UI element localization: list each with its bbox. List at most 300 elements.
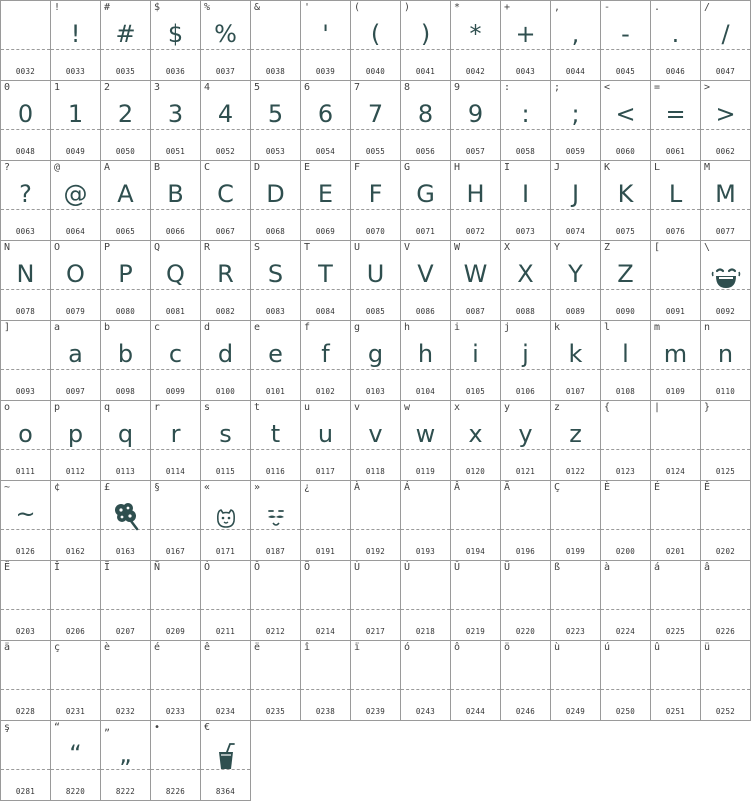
glyph-cell — [151, 241, 201, 321]
baseline-guide — [451, 129, 500, 130]
baseline-guide — [551, 289, 600, 290]
glyph-cell — [401, 241, 451, 321]
glyph-code: 0232 — [115, 707, 136, 716]
glyph-cell — [251, 1, 301, 81]
glyph-sample: K — [617, 180, 634, 208]
glyph-code: 0097 — [65, 387, 86, 396]
glyph-sample: p — [67, 420, 84, 448]
glyph-code: 0191 — [315, 547, 336, 556]
glyph-char-label: m — [654, 322, 661, 333]
glyph-code: 0252 — [715, 707, 736, 716]
glyph-char-label: Á — [404, 482, 411, 493]
glyph-cell — [251, 241, 301, 321]
glyph-code: 0226 — [715, 627, 736, 636]
glyph-sample: ! — [70, 20, 81, 48]
glyph-cell — [201, 81, 251, 161]
baseline-guide — [501, 209, 550, 210]
baseline-guide — [651, 49, 700, 50]
baseline-guide — [1, 289, 50, 290]
glyph-cell — [251, 481, 301, 561]
baseline-guide — [151, 369, 200, 370]
glyph-char-label: C — [204, 162, 211, 173]
glyph-code: 0072 — [465, 227, 486, 236]
baseline-guide — [701, 209, 750, 210]
glyph-sample: v — [368, 420, 383, 448]
glyph-char-label: ô — [454, 642, 461, 653]
glyph-char-label: S — [254, 242, 261, 253]
baseline-guide — [401, 609, 450, 610]
glyph-cell — [601, 481, 651, 561]
glyph-char-label: » — [254, 482, 261, 493]
glyph-code: 0093 — [15, 387, 36, 396]
glyph-cell — [1, 241, 51, 321]
glyph-sample: „ — [119, 740, 132, 768]
baseline-guide — [51, 689, 100, 690]
glyph-cell — [51, 1, 101, 81]
glyph-char-label: € — [204, 722, 211, 733]
glyph-char-label: : — [504, 82, 511, 93]
glyph-char-label: ù — [554, 642, 561, 653]
glyph-cell — [501, 481, 551, 561]
glyph-code: 0082 — [215, 307, 236, 316]
glyph-char-label: / — [704, 2, 711, 13]
glyph-code: 0040 — [365, 67, 386, 76]
glyph-code: 0035 — [115, 67, 136, 76]
glyph-code: 0200 — [615, 547, 636, 556]
glyph-sample: N — [16, 260, 35, 288]
glyph-sample: Q — [166, 260, 185, 288]
glyph-code: 0201 — [665, 547, 686, 556]
glyph-char-label: ] — [4, 322, 11, 333]
glyph-cell — [401, 1, 451, 81]
glyph-code: 0047 — [715, 67, 736, 76]
glyph-char-label: ê — [204, 642, 211, 653]
baseline-guide — [301, 449, 350, 450]
baseline-guide — [551, 609, 600, 610]
glyph-cell — [351, 641, 401, 721]
glyph-sample: @ — [63, 180, 88, 208]
glyph-code: 0071 — [415, 227, 436, 236]
glyph-cell — [351, 321, 401, 401]
baseline-guide — [351, 49, 400, 50]
baseline-guide — [551, 129, 600, 130]
glyph-cell — [101, 561, 151, 641]
glyph-char-label: È — [604, 482, 611, 493]
baseline-guide — [451, 289, 500, 290]
glyph-code: 0074 — [565, 227, 586, 236]
glyph-code: 0109 — [665, 387, 686, 396]
glyph-cell — [701, 241, 751, 321]
glyph-char-label: ; — [554, 82, 561, 93]
glyph-code: 0036 — [165, 67, 186, 76]
glyph-char-label: ß — [554, 562, 561, 573]
baseline-guide — [201, 689, 250, 690]
glyph-code: 0084 — [315, 307, 336, 316]
glyph-char-label: | — [654, 402, 661, 413]
baseline-guide — [651, 529, 700, 530]
glyph-char-label: ( — [354, 2, 361, 13]
glyph-code: 0108 — [615, 387, 636, 396]
baseline-guide — [401, 529, 450, 530]
glyph-sample: d — [217, 340, 234, 368]
baseline-guide — [301, 209, 350, 210]
glyph-code: 0038 — [265, 67, 286, 76]
baseline-guide — [451, 209, 500, 210]
glyph-code: 0126 — [15, 547, 36, 556]
glyph-code: 0079 — [65, 307, 86, 316]
glyph-char-label: 7 — [354, 82, 361, 93]
glyph-char-label: 8 — [404, 82, 411, 93]
glyph-code: 0246 — [515, 707, 536, 716]
glyph-sample: 1 — [67, 100, 84, 128]
glyph-sample: : — [521, 100, 530, 128]
glyph-char-label: 4 — [204, 82, 211, 93]
baseline-guide — [101, 49, 150, 50]
glyph-char-label: H — [454, 162, 461, 173]
glyph-code: 0049 — [65, 147, 86, 156]
glyph-cell — [151, 561, 201, 641]
glyph-sample: ' — [322, 20, 329, 48]
glyph-char-label: j — [504, 322, 511, 333]
glyph-sample: B — [167, 180, 184, 208]
glyph-cell — [601, 321, 651, 401]
glyph-sample: = — [665, 100, 686, 128]
glyph-code: 0048 — [15, 147, 36, 156]
baseline-guide — [251, 609, 300, 610]
baseline-guide — [151, 689, 200, 690]
glyph-char-label: p — [54, 402, 61, 413]
glyph-cell — [301, 161, 351, 241]
glyph-cell — [701, 401, 751, 481]
baseline-guide — [501, 289, 550, 290]
glyph-char-label: Î — [54, 562, 61, 573]
baseline-guide — [1, 529, 50, 530]
baseline-guide — [401, 289, 450, 290]
glyph-code: 0124 — [665, 467, 686, 476]
glyph-char-label: e — [254, 322, 261, 333]
glyph-char-label: £ — [104, 482, 111, 493]
glyph-sample: > — [715, 100, 736, 128]
glyph-cell — [501, 321, 551, 401]
glyph-char-label: K — [604, 162, 611, 173]
glyph-sample: D — [266, 180, 285, 208]
baseline-guide — [551, 529, 600, 530]
glyph-code: 0187 — [265, 547, 286, 556]
baseline-guide — [101, 209, 150, 210]
glyph-code: 0244 — [465, 707, 486, 716]
baseline-guide — [301, 129, 350, 130]
glyph-sample: , — [571, 20, 580, 48]
glyph-sample: H — [466, 180, 485, 208]
glyph-sample: w — [415, 420, 436, 448]
baseline-guide — [601, 369, 650, 370]
glyph-sample: j — [522, 340, 529, 368]
glyph-cell — [51, 161, 101, 241]
glyph-code: 0217 — [365, 627, 386, 636]
glyph-code: 0234 — [215, 707, 236, 716]
baseline-guide — [451, 49, 500, 50]
glyph-code: 0058 — [515, 147, 536, 156]
baseline-guide — [201, 609, 250, 610]
glyph-cell — [1, 81, 51, 161]
glyph-char-label: ! — [54, 2, 61, 13]
glyph-cell — [251, 321, 301, 401]
baseline-guide — [51, 369, 100, 370]
glyph-char-label: û — [654, 642, 661, 653]
glyph-sample: “ — [69, 740, 82, 768]
glyph-code: 0085 — [365, 307, 386, 316]
glyph-cell — [601, 241, 651, 321]
glyph-char-label: , — [554, 2, 561, 13]
glyph-cell — [701, 321, 751, 401]
baseline-guide — [1, 129, 50, 130]
glyph-cell — [51, 561, 101, 641]
baseline-guide — [451, 449, 500, 450]
glyph-char-label: r — [154, 402, 161, 413]
glyph-code: 0070 — [365, 227, 386, 236]
baseline-guide — [151, 49, 200, 50]
baseline-guide — [51, 529, 100, 530]
glyph-code: 0076 — [665, 227, 686, 236]
glyph-sample: J — [571, 180, 580, 208]
glyph-sample: b — [117, 340, 134, 368]
glyph-code: 0196 — [515, 547, 536, 556]
glyph-cell — [351, 481, 401, 561]
glyph-sample: n — [717, 340, 734, 368]
glyph-cell — [201, 641, 251, 721]
glyph-cell — [1, 161, 51, 241]
glyph-sample: z — [569, 420, 582, 448]
glyph-cell — [701, 481, 751, 561]
glyph-code: 0120 — [465, 467, 486, 476]
glyph-sample: 7 — [367, 100, 384, 128]
glyph-cell — [51, 721, 101, 801]
glyph-cell — [551, 481, 601, 561]
glyph-code: 0235 — [265, 707, 286, 716]
glyph-char-label: ~ — [4, 482, 11, 493]
glyph-cell — [201, 161, 251, 241]
glyph-sample: ) — [420, 20, 431, 48]
glyph-cell — [351, 561, 401, 641]
glyph-code: 0086 — [415, 307, 436, 316]
glyph-char-label: i — [454, 322, 461, 333]
baseline-guide — [651, 609, 700, 610]
glyph-cell — [551, 321, 601, 401]
glyph-char-label: U — [354, 242, 361, 253]
glyph-cell — [601, 401, 651, 481]
glyph-sample: . — [671, 20, 680, 48]
glyph-sample: $ — [167, 20, 184, 48]
glyph-sample: Y — [568, 260, 583, 288]
glyph-cell — [101, 321, 151, 401]
glyph-code: 0110 — [715, 387, 736, 396]
glyph-sample: ; — [571, 100, 580, 128]
glyph-sample: h — [417, 340, 434, 368]
glyph-cell — [101, 641, 151, 721]
baseline-guide — [151, 449, 200, 450]
baseline-guide — [251, 689, 300, 690]
glyph-char-label: x — [454, 402, 461, 413]
glyph-char-label: ö — [504, 642, 511, 653]
glyph-char-label: = — [654, 82, 661, 93]
glyph-code: 0044 — [565, 67, 586, 76]
glyph-cell — [201, 561, 251, 641]
glyph-char-label: f — [304, 322, 311, 333]
glyph-cell — [651, 241, 701, 321]
glyph-cell — [301, 641, 351, 721]
glyph-cell — [451, 241, 501, 321]
glyph-code: 0104 — [415, 387, 436, 396]
glyph-code: 0087 — [465, 307, 486, 316]
glyph-cell — [501, 641, 551, 721]
glyph-cell — [551, 561, 601, 641]
baseline-guide — [601, 689, 650, 690]
glyph-code: 0067 — [215, 227, 236, 236]
glyph-char-label: I — [504, 162, 511, 173]
glyph-sample: l — [622, 340, 629, 368]
glyph-code: 0163 — [115, 547, 136, 556]
baseline-guide — [501, 369, 550, 370]
glyph-code: 0068 — [265, 227, 286, 236]
glyph-cell — [101, 241, 151, 321]
glyph-code: 0251 — [665, 707, 686, 716]
glyph-cell — [301, 561, 351, 641]
baseline-guide — [201, 289, 250, 290]
glyph-sample: r — [170, 420, 181, 448]
glyph-cell — [401, 401, 451, 481]
glyph-char-label: 2 — [104, 82, 111, 93]
glyph-cell — [551, 241, 601, 321]
glyph-code: 0206 — [65, 627, 86, 636]
baseline-guide — [701, 609, 750, 610]
baseline-guide — [401, 209, 450, 210]
glyph-cell — [501, 241, 551, 321]
glyph-char-label: F — [354, 162, 361, 173]
glyph-char-label: 3 — [154, 82, 161, 93]
glyph-char-label: á — [654, 562, 661, 573]
glyph-cell — [251, 161, 301, 241]
baseline-guide — [451, 529, 500, 530]
glyph-cell — [551, 401, 601, 481]
baseline-guide — [1, 369, 50, 370]
baseline-guide — [51, 129, 100, 130]
glyph-sample: 6 — [317, 100, 334, 128]
glyph-cell — [1, 401, 51, 481]
baseline-guide — [51, 49, 100, 50]
baseline-guide — [51, 289, 100, 290]
glyph-sample: 8 — [417, 100, 434, 128]
glyph-char-label: z — [554, 402, 561, 413]
glyph-char-label: V — [404, 242, 411, 253]
glyph-char-label: Z — [604, 242, 611, 253]
baseline-guide — [401, 449, 450, 450]
glyph-cell — [651, 81, 701, 161]
glyph-code: 0053 — [265, 147, 286, 156]
glyph-char-label: N — [4, 242, 11, 253]
glyph-char-label: Ï — [104, 562, 111, 573]
baseline-guide — [151, 609, 200, 610]
glyph-cell — [701, 1, 751, 81]
glyph-code: 0066 — [165, 227, 186, 236]
baseline-guide — [651, 129, 700, 130]
glyph-cell — [701, 81, 751, 161]
glyph-cell — [101, 481, 151, 561]
baseline-guide — [651, 689, 700, 690]
glyph-cell — [451, 1, 501, 81]
glyph-code: 0212 — [265, 627, 286, 636]
glyph-code: 0231 — [65, 707, 86, 716]
baseline-guide — [401, 369, 450, 370]
glyph-char-label: M — [704, 162, 711, 173]
glyph-char-label: n — [704, 322, 711, 333]
glyph-char-label: \ — [704, 242, 711, 253]
glyph-code: 0118 — [365, 467, 386, 476]
glyph-char-label: Û — [454, 562, 461, 573]
glyph-char-label: Ô — [254, 562, 261, 573]
glyph-char-label: § — [154, 482, 161, 493]
glyph-code: 0123 — [615, 467, 636, 476]
glyph-code: 0207 — [115, 627, 136, 636]
glyph-char-label: [ — [654, 242, 661, 253]
glyph-char-label: y — [504, 402, 511, 413]
glyph-cell — [101, 81, 151, 161]
glyph-cell — [301, 1, 351, 81]
glyph-char-label: ş — [4, 722, 11, 733]
glyph-char-label: c — [154, 322, 161, 333]
glyph-char-label: é — [154, 642, 161, 653]
glyph-char-label: G — [404, 162, 411, 173]
glyph-cell — [351, 81, 401, 161]
glyph-cell — [401, 561, 451, 641]
glyph-cell — [401, 481, 451, 561]
glyph-code: 0078 — [15, 307, 36, 316]
glyph-char-label: « — [204, 482, 211, 493]
glyph-code: 0111 — [15, 467, 36, 476]
glyph-cell — [51, 81, 101, 161]
glyph-char-label: à — [604, 562, 611, 573]
glyph-code: 0102 — [315, 387, 336, 396]
glyph-cell — [151, 1, 201, 81]
glyph-char-label: ) — [404, 2, 411, 13]
baseline-guide — [1, 609, 50, 610]
baseline-guide — [551, 449, 600, 450]
baseline-guide — [301, 369, 350, 370]
glyph-char-label: > — [704, 82, 711, 93]
glyph-code: 0101 — [265, 387, 286, 396]
glyph-code: 0042 — [465, 67, 486, 76]
glyph-code: 0202 — [715, 547, 736, 556]
glyph-cell — [451, 641, 501, 721]
glyph-sample: E — [317, 180, 334, 208]
glyph-cell — [601, 641, 651, 721]
baseline-guide — [351, 289, 400, 290]
glyph-sample: g — [367, 340, 384, 368]
glyph-code: 0032 — [15, 67, 36, 76]
glyph-code: 0167 — [165, 547, 186, 556]
glyph-cell — [351, 1, 401, 81]
glyph-sample: f — [321, 340, 330, 368]
glyph-cell — [701, 641, 751, 721]
glyph-char-label: Â — [454, 482, 461, 493]
glyph-char-label: Ç — [554, 482, 561, 493]
glyph-cell — [451, 481, 501, 561]
baseline-guide — [101, 769, 150, 770]
baseline-guide — [251, 289, 300, 290]
glyph-char-label: ? — [4, 162, 11, 173]
glyph-cell — [501, 161, 551, 241]
glyph-cell — [201, 321, 251, 401]
glyph-code: 0225 — [665, 627, 686, 636]
